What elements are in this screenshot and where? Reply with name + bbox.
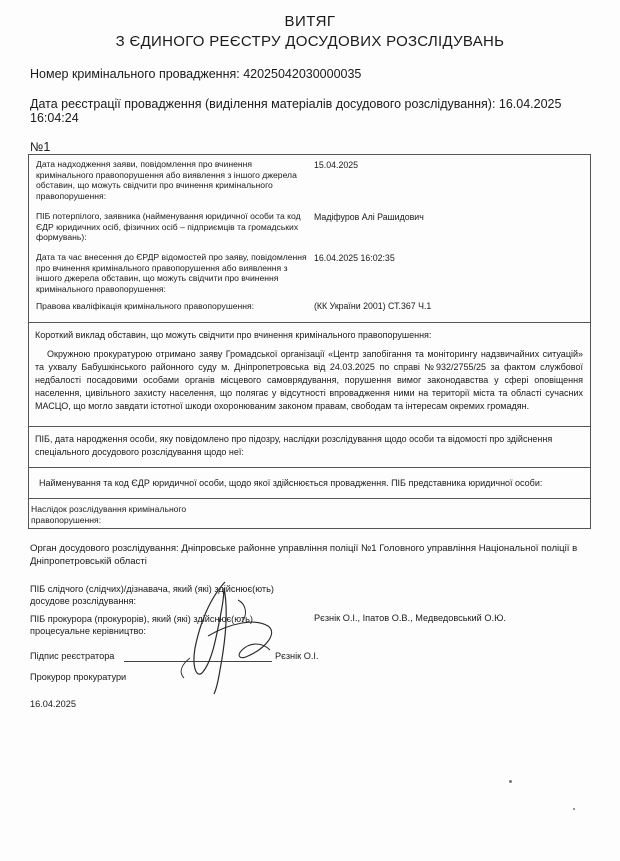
prosecutor-names: Рєзнік О.І., Іпатов О.В., Медведовський О.Ю. <box>314 613 506 623</box>
result-heading: Наслідок розслідування кримінального правопорушення: <box>31 504 187 525</box>
row-value-qualification: (КК України 2001) СТ.367 Ч.1 <box>314 301 432 311</box>
investigation-body: Орган досудового розслідування: Дніпровське районне управління поліції №1 Головного управління Національної поліції в Дніпропетровській області <box>30 543 578 567</box>
divider <box>29 467 590 468</box>
scan-speck <box>509 780 512 783</box>
registration-date: Дата реєстрації провадження (виділення матеріалів досудового розслідування): 16.04.2025 16:04:24 <box>30 97 562 125</box>
divider <box>29 498 590 499</box>
suspect-heading: ПІБ, дата народження особи, яку повідомлено про підозру, наслідки розслідування щодо особи та відомості про здійснення спеціального досудового розслідування щодо неї: <box>35 434 553 457</box>
prosecutor-office-label: Прокурор прокуратури <box>30 672 127 682</box>
row-label-entry-datetime: Дата та час внесення до ЄРДР відомостей про заяву, повідомлення про вчинення кримінального правопорушення або виявлення з іншого джерела обставин, що можуть свідчити про вчинення кримінального правопорушення: <box>36 252 307 294</box>
divider <box>29 322 590 323</box>
row-label-receipt-date: Дата надходження заяви, повідомлення про вчинення кримінального правопорушення або виявлення з іншого джерела обставин, що можуть свідчити про вчинення кримінального правопорушення: <box>36 159 297 201</box>
row-value-receipt-date: 15.04.2025 <box>314 160 359 170</box>
divider <box>29 426 590 427</box>
summary-heading: Короткий виклад обставин, що можуть свідчити про вчинення кримінального правопорушення: <box>35 330 432 340</box>
document-subtitle: З ЄДИНОГО РЕЄСТРУ ДОСУДОВИХ РОЗСЛІДУВАНЬ <box>115 33 505 50</box>
case-number: Номер кримінального провадження: 42025042030000035 <box>30 67 362 81</box>
row-value-victim: Мадіфуров Алі Рашидович <box>314 212 424 222</box>
row-value-entry-datetime: 16.04.2025 16:02:35 <box>314 253 395 263</box>
scan-speck <box>573 808 575 810</box>
row-label-victim: ПІБ потерпілого, заявника (найменування юридичної особи та код ЄДР юридичних осіб, фізичних осіб – підприємців та громадських формувань): <box>36 211 301 242</box>
legal-entity-heading: Найменування та код ЄДР юридичної особи, щодо якої здійснюється провадження. ПІБ представника юридичної особи: <box>39 478 543 488</box>
summary-text: Окружною прокуратурою отримано заяву Громадської організації «Центр запобігання та моніторингу надзвичайних ситуацій» та ухвалу Бабушкінського районного суду м. Дніпропетровська від 24.03.2025 по справі №932/2755/25 за фактом службової недбалості посадовими особами органів місцевого самоврядування, порушення вимог законодавства у сфері оповіщення населення, цивільного захисту населення, що полягає у відсутності впровадження ними на території міста та області сучасних МАСЦО, що могло завдати істотної шкоди охоронюваним законом правам, свободам та інтересам окремих громадян. <box>35 349 583 411</box>
row-label-qualification: Правова кваліфікація кримінального правопорушення: <box>36 301 255 311</box>
case-details-table <box>28 154 591 529</box>
registrar-name: Рєзнік О.І. <box>275 651 319 661</box>
document-title: ВИТЯГ <box>284 13 336 30</box>
registrar-label: Підпис реєстратора <box>30 651 115 661</box>
handwritten-signature <box>150 578 300 698</box>
investigator-label: ПІБ слідчого (слідчих)/дізнавача, який (які) здійснює(ють) досудове розслідування: <box>30 584 274 606</box>
footer-date: 16.04.2025 <box>30 699 76 709</box>
entry-number: №1 <box>30 140 51 154</box>
prosecutor-label: ПІБ прокурора (прокурорів), який (які) здійснює(ють) процесуальне керівництво: <box>30 614 253 636</box>
